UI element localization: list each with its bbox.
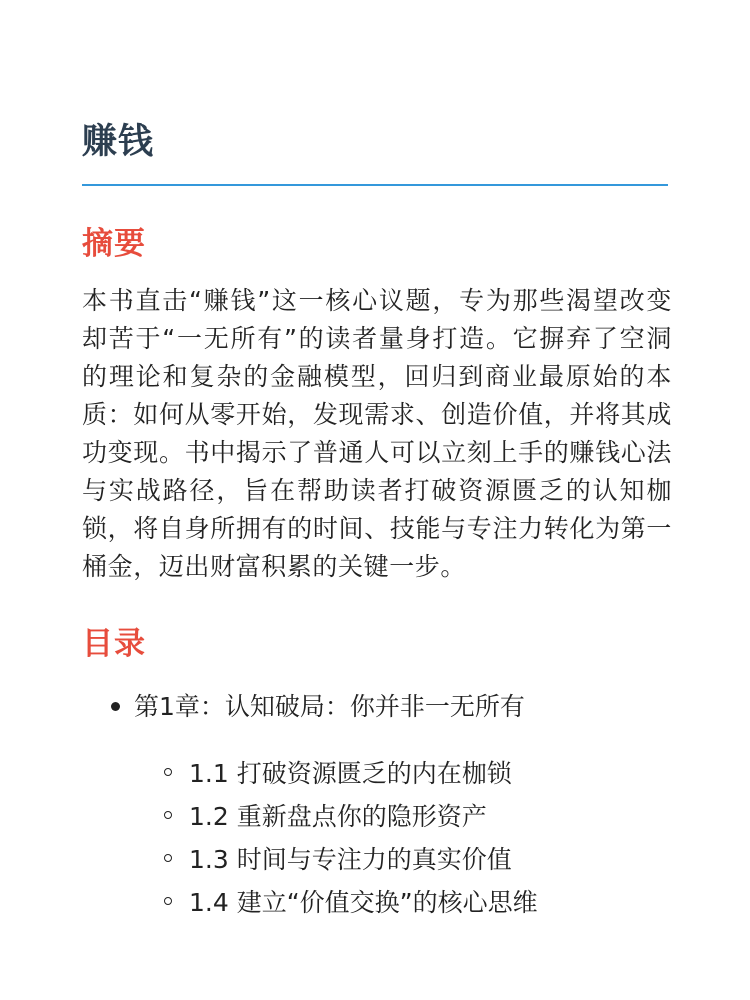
section-label: 1.4 建立“价值交换”的核心思维: [189, 888, 538, 917]
toc-section-1-2: [82, 795, 668, 838]
table-of-contents: [82, 688, 668, 726]
hollow-bullet-icon: [164, 897, 172, 905]
section-label: 1.1 打破资源匮乏的内在枷锁: [189, 759, 512, 788]
filled-bullet-icon: [111, 702, 120, 711]
toc-section-1-3: [82, 838, 668, 881]
hollow-bullet-icon: [164, 811, 172, 819]
summary-paragraph: 本书直击“赚钱”这一核心议题，专为那些渴望改变却苦于“一无所有”的读者量身打造。它摒弃了空洞的理论和复杂的金融模型，回归到商业最原始的本质：如何从零开始，发现需求、创造价值，并将其成功变现。书中揭示了普通人可以立刻上手的赚钱心法与实战路径，旨在帮助读者打破资源匮乏的认知枷锁，将自身所拥有的时间、技能与专注力转化为第一桶金，迈出财富积累的关键一步。: [82, 286, 672, 581]
hollow-bullet-icon: [164, 768, 172, 776]
toc-section-1-1: [82, 752, 668, 795]
hollow-bullet-icon: [164, 854, 172, 862]
chapter-sections-list: [82, 752, 668, 924]
toc-section-1-4: [82, 881, 668, 924]
title-divider: [82, 184, 668, 186]
summary-heading: 摘要: [82, 226, 146, 262]
section-label: 1.3 时间与专注力的真实价值: [189, 845, 512, 874]
document-title: 赚钱: [82, 122, 155, 162]
toc-chapter-1: [82, 688, 668, 726]
section-label: 1.2 重新盘点你的隐形资产: [189, 802, 487, 831]
toc-heading: 目录: [82, 626, 146, 662]
chapter-label: 第1章：认知破局：你并非一无所有: [134, 692, 525, 721]
